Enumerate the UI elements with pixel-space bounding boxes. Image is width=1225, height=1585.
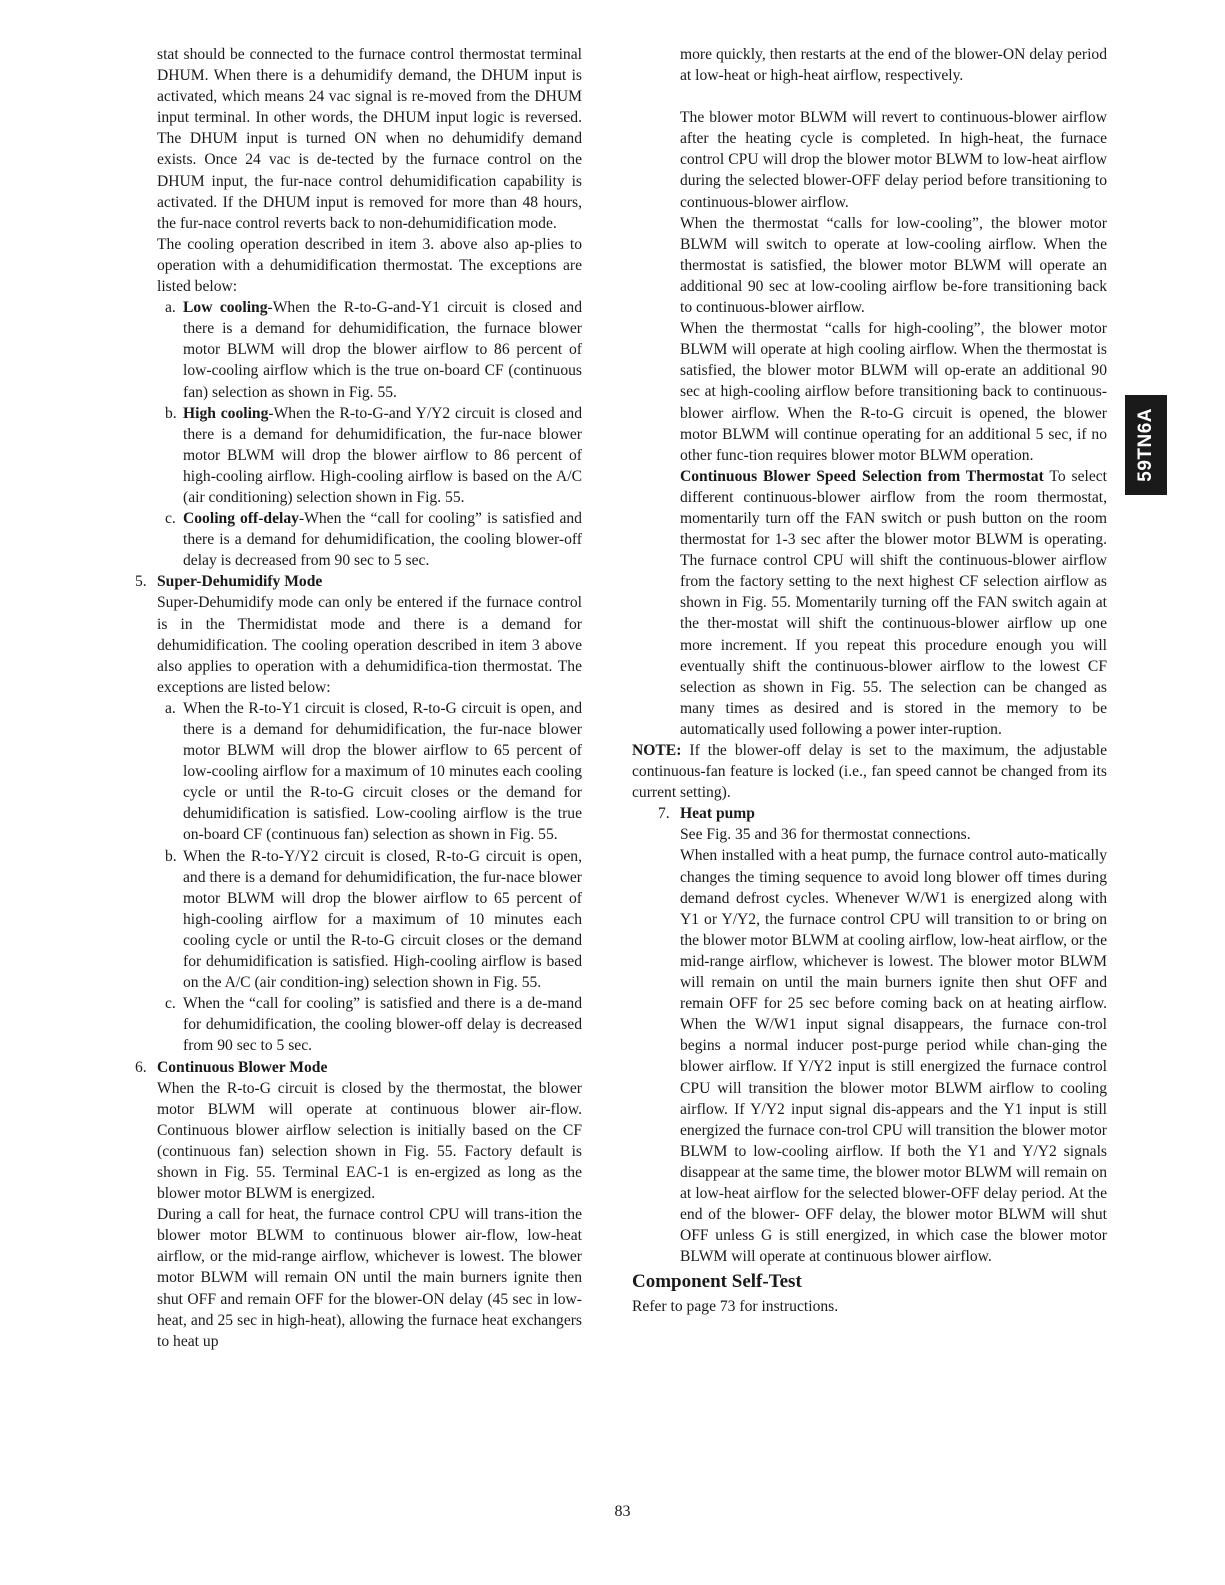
paragraph: When the thermostat “calls for high-cooling”, the blower motor BLWM will operate at high cooling airflow. When the thermostat is satisfied, the blower motor BLWM will op-erate an additional 90 sec at high-cooling airflow before transitioning back to continuous-blower airflow. When the R-to-G circuit is opened, the blower motor BLWM will continue operating for an additional 5 sec, if no other func-tion requires blower motor BLWM operation. — [680, 320, 1107, 464]
item-7-paragraph-2: When installed with a heat pump, the furnace control auto-matically changes the timing sequence to avoid long blower off times during demand defrost cycles. Whenever W/W1 is energized along with Y1 or Y/Y2, the furnace control CPU will transition to or bring on the blower motor BLWM at cooling airflow, low-heat airflow, or the mid-range airflow, whichever is lowest. The blower motor BLWM will remain on until the main burners ignite then shut OFF and remain OFF for 25 sec before coming back on at heating airflow. When the W/W1 input signal disappears, the furnace con-trol begins a normal inducer post-purge period while chan-ging the blower airflow. If Y/Y2 input is still energized the furnace control CPU will transition the blower motor BLWM airflow to cooling airflow. If Y/Y2 input signal dis-appears and the Y1 input is still energized the furnace con-trol CPU will transition the blower motor BLWM to low-cooling airflow. If both the Y1 and Y/Y2 signals disappear at the same time, the blower motor BLWM will remain on at low-heat airflow for the selected blower-OFF delay period. At the end of the blower- OFF delay, the blower motor BLWM will shut OFF unless G is still energized, in which case the blower motor BLWM will operate at continuous blower airflow. — [680, 847, 1107, 1266]
page-number: 83 — [614, 1503, 631, 1520]
item-5-heading: 5. Super-Dehumidify Mode — [135, 573, 323, 591]
paragraph: The blower motor BLWM will revert to continuous-blower airflow after the heating cycle is completed. In high-heat, the furnace control CPU will drop the blower motor BLWM to low-heat airflow during the selected blower-OFF delay period before transitioning to continuous-blower airflow. — [680, 109, 1107, 211]
list-item: b. When the R-to-Y/Y2 circuit is closed, R-to-G circuit is open, and there is a demand for dehumidification, the fur-nace blower motor BLWM will drop the blower airflow to 65 percent of high-cooling airflow for a maximum of 10 minutes each cooling cycle or until the R-to-G circuit closes or the demand for dehumidification is satisfied. High-cooling airflow is based on the A/C (air condition-ing) selection shown in Fig. 55. — [165, 847, 582, 992]
section-heading: Component Self-Test — [632, 1271, 802, 1293]
item-6-body-2: During a call for heat, the furnace control CPU will trans-ition the blower motor BLWM to continuous blower air-flow, low-heat airflow, or the mid-range airflow, whichever is lowest. The blower motor BLWM will remain ON until the main burners ignite then shut OFF and remain OFF for the blower-ON delay (45 sec in low-heat, and 25 sec in high-heat), allowing the furnace heat exchangers to heat up — [157, 1206, 582, 1350]
paragraph: Continuous Blower Speed Selection from Thermostat To select different continuous-blower airflow from the room thermostat, momentarily turn off the FAN switch or push button on the room thermostat for 1-3 sec after the blower motor BLWM is operating. The furnace control CPU will shift the continuous-blower airflow from the factory setting to the next highest CF selection airflow as shown in Fig. 55. Momentarily turning off the FAN switch again at the ther-mostat will shift the continuous-blower airflow up one more increment. If you repeat this procedure enough you will eventually shift the continuous-blower airflow to the lowest CF selection as shown in Fig. 55. The selection can be changed as many times as desired and is stored in the memory to be automatically used following a power inter-ruption. — [680, 467, 1107, 738]
paragraph: When the thermostat “calls for low-cooling”, the blower motor BLWM will switch to operate at low-cooling airflow. When the thermostat is satisfied, the blower motor BLWM will operate an additional 90 sec at low-cooling airflow be-fore transitioning back to continuous-blower airflow. — [680, 214, 1107, 317]
note-label: NOTE: — [632, 742, 682, 759]
right-column — [632, 44, 1107, 1318]
list-item: a. Low cooling-When the R-to-G-and-Y1 circuit is closed and there is a demand for dehumidification, the furnace blower motor BLWM will drop the blower airflow to 86 percent of low-cooling airflow which is the true on-board CF (continuous fan) selection as shown in Fig. 55. — [165, 299, 582, 401]
model-side-tab — [1125, 395, 1167, 495]
subheading: Continuous Blower Speed Selection from Thermostat — [680, 467, 1044, 485]
intro-paragraph-2: The cooling operation described in item 3. above also ap-plies to operation with a dehumidification thermostat. The exceptions are listed below: — [157, 235, 582, 296]
note: NOTE: If the blower-off delay is set to the maximum, the adjustable continuous-fan feature is locked (i.e., fan speed cannot be changed from its current setting). — [632, 742, 1107, 802]
list-item: a. When the R-to-Y1 circuit is closed, R-to-G circuit is open, and there is a demand for dehumidification, the fur-nace blower motor BLWM will drop the blower airflow to 65 percent of low-cooling airflow for a maximum of 10 minutes each cooling cycle or until the R-to-G circuit closes or the demand for dehumidification is satisfied. Low-cooling airflow is the true on-board CF (continuous fan) selection as shown in Fig. 55. — [165, 699, 582, 844]
model-label: 59TN6A — [1135, 408, 1156, 482]
intro-paragraph: stat should be connected to the furnace control thermostat terminal DHUM. When there is a dehumidify demand, the DHUM input is activated, which means 24 vac signal is re-moved from the DHUM input terminal. In other words, the DHUM input logic is reversed. The DHUM input is turned ON when no dehumidify demand exists. Once 24 vac is de-tected by the furnace control on the DHUM input, the fur-nace control dehumidification capability is activated. If the DHUM input is removed for more than 48 hours, the fur-nace control reverts back to non-dehumidification mode. — [157, 46, 582, 232]
item-7-heading: 7. Heat pump — [658, 805, 755, 823]
list-item: c. Cooling off-delay-When the “call for cooling” is satisfied and there is a demand for dehumidification, the cooling blower-off delay is decreased from 90 sec to 5 sec. — [165, 510, 582, 570]
list-item: c. When the “call for cooling” is satisfied and there is a de-mand for dehumidification, the cooling blower-off delay is decreased from 90 sec to 5 sec. — [165, 995, 582, 1055]
item-5-body: Super-Dehumidify mode can only be entered if the furnace control is in the Thermidistat mode and there is a demand for dehumidification. The cooling operation described in item 3 above also applies to operation with a dehumidifica-tion thermostat. The exceptions are listed below: — [157, 594, 582, 696]
item-7-paragraph: See Fig. 35 and 36 for thermostat connections. — [680, 826, 971, 844]
section-body: Refer to page 73 for instructions. — [632, 1298, 839, 1316]
item-6-body: When the R-to-G circuit is closed by the thermostat, the blower motor BLWM will operate at continuous blower air-flow. Continuous blower airflow selection is initially based on the CF (continuous fan) selection shown in Fig. 55. Factory default is shown in Fig. 55. Terminal EAC-1 is en-ergized as long as the blower motor BLWM is energized. — [157, 1079, 582, 1203]
left-column — [135, 44, 582, 1352]
list-item: b. High cooling-When the R-to-G-and Y/Y2 circuit is closed and there is a demand for dehumidification, the fur-nace blower motor BLWM will drop the blower airflow to 86 percent of high-cooling airflow. High-cooling airflow is based on the A/C (air conditioning) selection shown in Fig. 55. — [165, 404, 582, 506]
continued-paragraph: more quickly, then restarts at the end of the blower-ON delay period at low-heat or high-heat airflow, respectively. — [680, 46, 1107, 85]
item-6-heading: 6. Continuous Blower Mode — [135, 1058, 328, 1076]
